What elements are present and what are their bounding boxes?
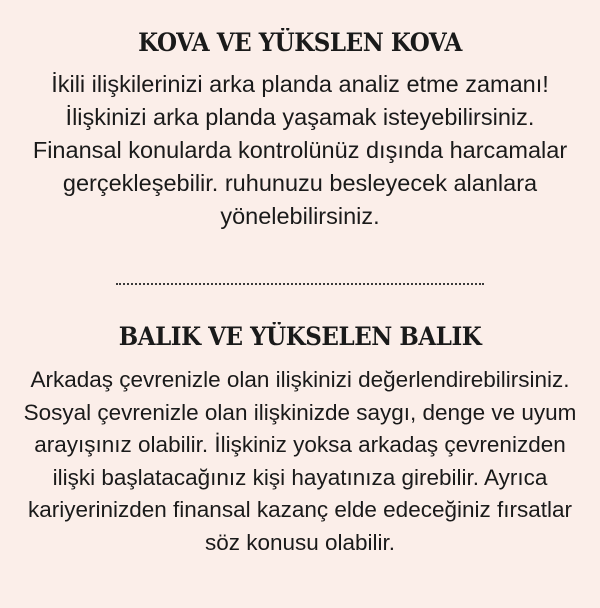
section-kova xyxy=(0,24,600,233)
section-text-balik: Arkadaş çevrenizle olan ilişkinizi değerlendirebilirsiniz. Sosyal çevrenizle olan ilişkinizde saygı, denge ve uyum arayışınız olabilir. İlişkiniz yoksa arkadaş çevrenizden ilişki başlatacağınız kişi hayatınıza girebilir. Ayrıca kariyerinizden finansal kazanç elde edeceğiniz fırsatlar söz konusu olabilir. xyxy=(23,367,577,555)
section-balik xyxy=(0,318,600,559)
dotted-divider xyxy=(116,283,484,285)
section-text-kova: İkili ilişkilerinizi arka planda analiz etme zamanı! İlişkinizi arka planda yaşamak isteyebilirsiniz. Finansal konularda kontrolünüz dışında harcamalar gerçekleşebilir. ruhunuzu besleyecek alanlara yönelebilirsiniz. xyxy=(32,71,568,229)
section-title-balik: BALIK VE YÜKSELEN BALIK xyxy=(118,322,482,351)
section-title-kova: KOVA VE YÜKSLEN KOVA xyxy=(138,28,462,57)
